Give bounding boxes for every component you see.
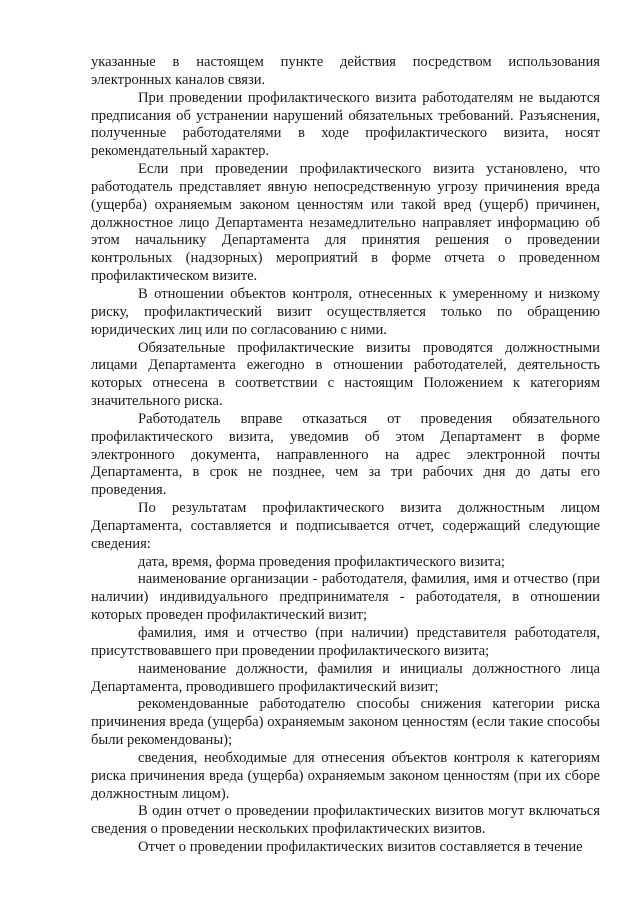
paragraph-1: указанные в настоящем пункте действия посредством использования электронных каналов связи.: [91, 54, 600, 88]
list-item-date-time: дата, время, форма проведения профилактического визита;: [138, 553, 505, 570]
paragraph-14: В один отчет о проведении профилактических визитов могут включаться сведения о проведении нескольких профилактических визитов.: [91, 803, 600, 838]
paragraph-5: Обязательные профилактические визиты проводятся должностными лицами Департамента ежегодно в отношении работодателей, деятельность которых отнесена в соответствии с настоящим Положением к категориям значительного риска.: [91, 339, 600, 410]
paragraph-6: Работодатель вправе отказаться от проведения обязательного профилактического визита, уведомив об этом Департамент в форме электронного документа, направленного на адрес электронной почты Департамента, в срок не позднее, чем за три рабочих дня до даты его проведения.: [91, 410, 600, 499]
list-item-official: наименование должности, фамилия и инициалы должностного лица Департамента, проводившего профилактический визит;: [91, 660, 600, 695]
list-item-representative: фамилия, имя и отчество (при наличии) представителя работодателя, присутствовавшего при проведении профилактического визита;: [91, 625, 600, 659]
paragraph-15: Отчет о проведении профилактических визитов составляется в течение: [138, 839, 583, 856]
list-item-risk-info: сведения, необходимые для отнесения объектов контроля к категориям риска причинения вреда (ущерба) охраняемым законом ценностям (при их сборе должностным лицом).: [91, 749, 600, 802]
paragraph-3: Если при проведении профилактического визита установлено, что работодатель представляет явную непосредственную угрозу причинения вреда (ущерба) охраняемым законом ценностям или такой вред (ущерб) причинен, должностное лицо Департамента незамедлительно направляет информацию об этом начальнику Департамента для принятия решения о проведении контрольных (надзорных) мероприятий в форме отчета о проведенном профилактическом визите.: [91, 161, 600, 285]
list-item-organization: наименование организации - работодателя, фамилия, имя и отчество (при наличии) индивидуального предпринимателя - работодателя, в отношении которых проведен профилактический визит;: [91, 571, 600, 624]
paragraph-4: В отношении объектов контроля, отнесенных к умеренному и низкому риску, профилактический визит осуществляется только по обращению юридических лиц или по согласованию с ними.: [91, 285, 600, 338]
paragraph-7: По результатам профилактического визита должностным лицом Департамента, составляется и подписывается отчет, содержащий следующие сведения:: [91, 500, 600, 552]
list-item-recommendations: рекомендованные работодателю способы снижения категории риска причинения вреда (ущерба) охраняемым законом ценностям (если такие способы были рекомендованы);: [91, 696, 600, 749]
paragraph-2: При проведении профилактического визита работодателям не выдаются предписания об устранении нарушений обязательных требований. Разъяснения, полученные работодателями в ходе профилактического визита, носят рекомендательный характер.: [91, 89, 600, 160]
